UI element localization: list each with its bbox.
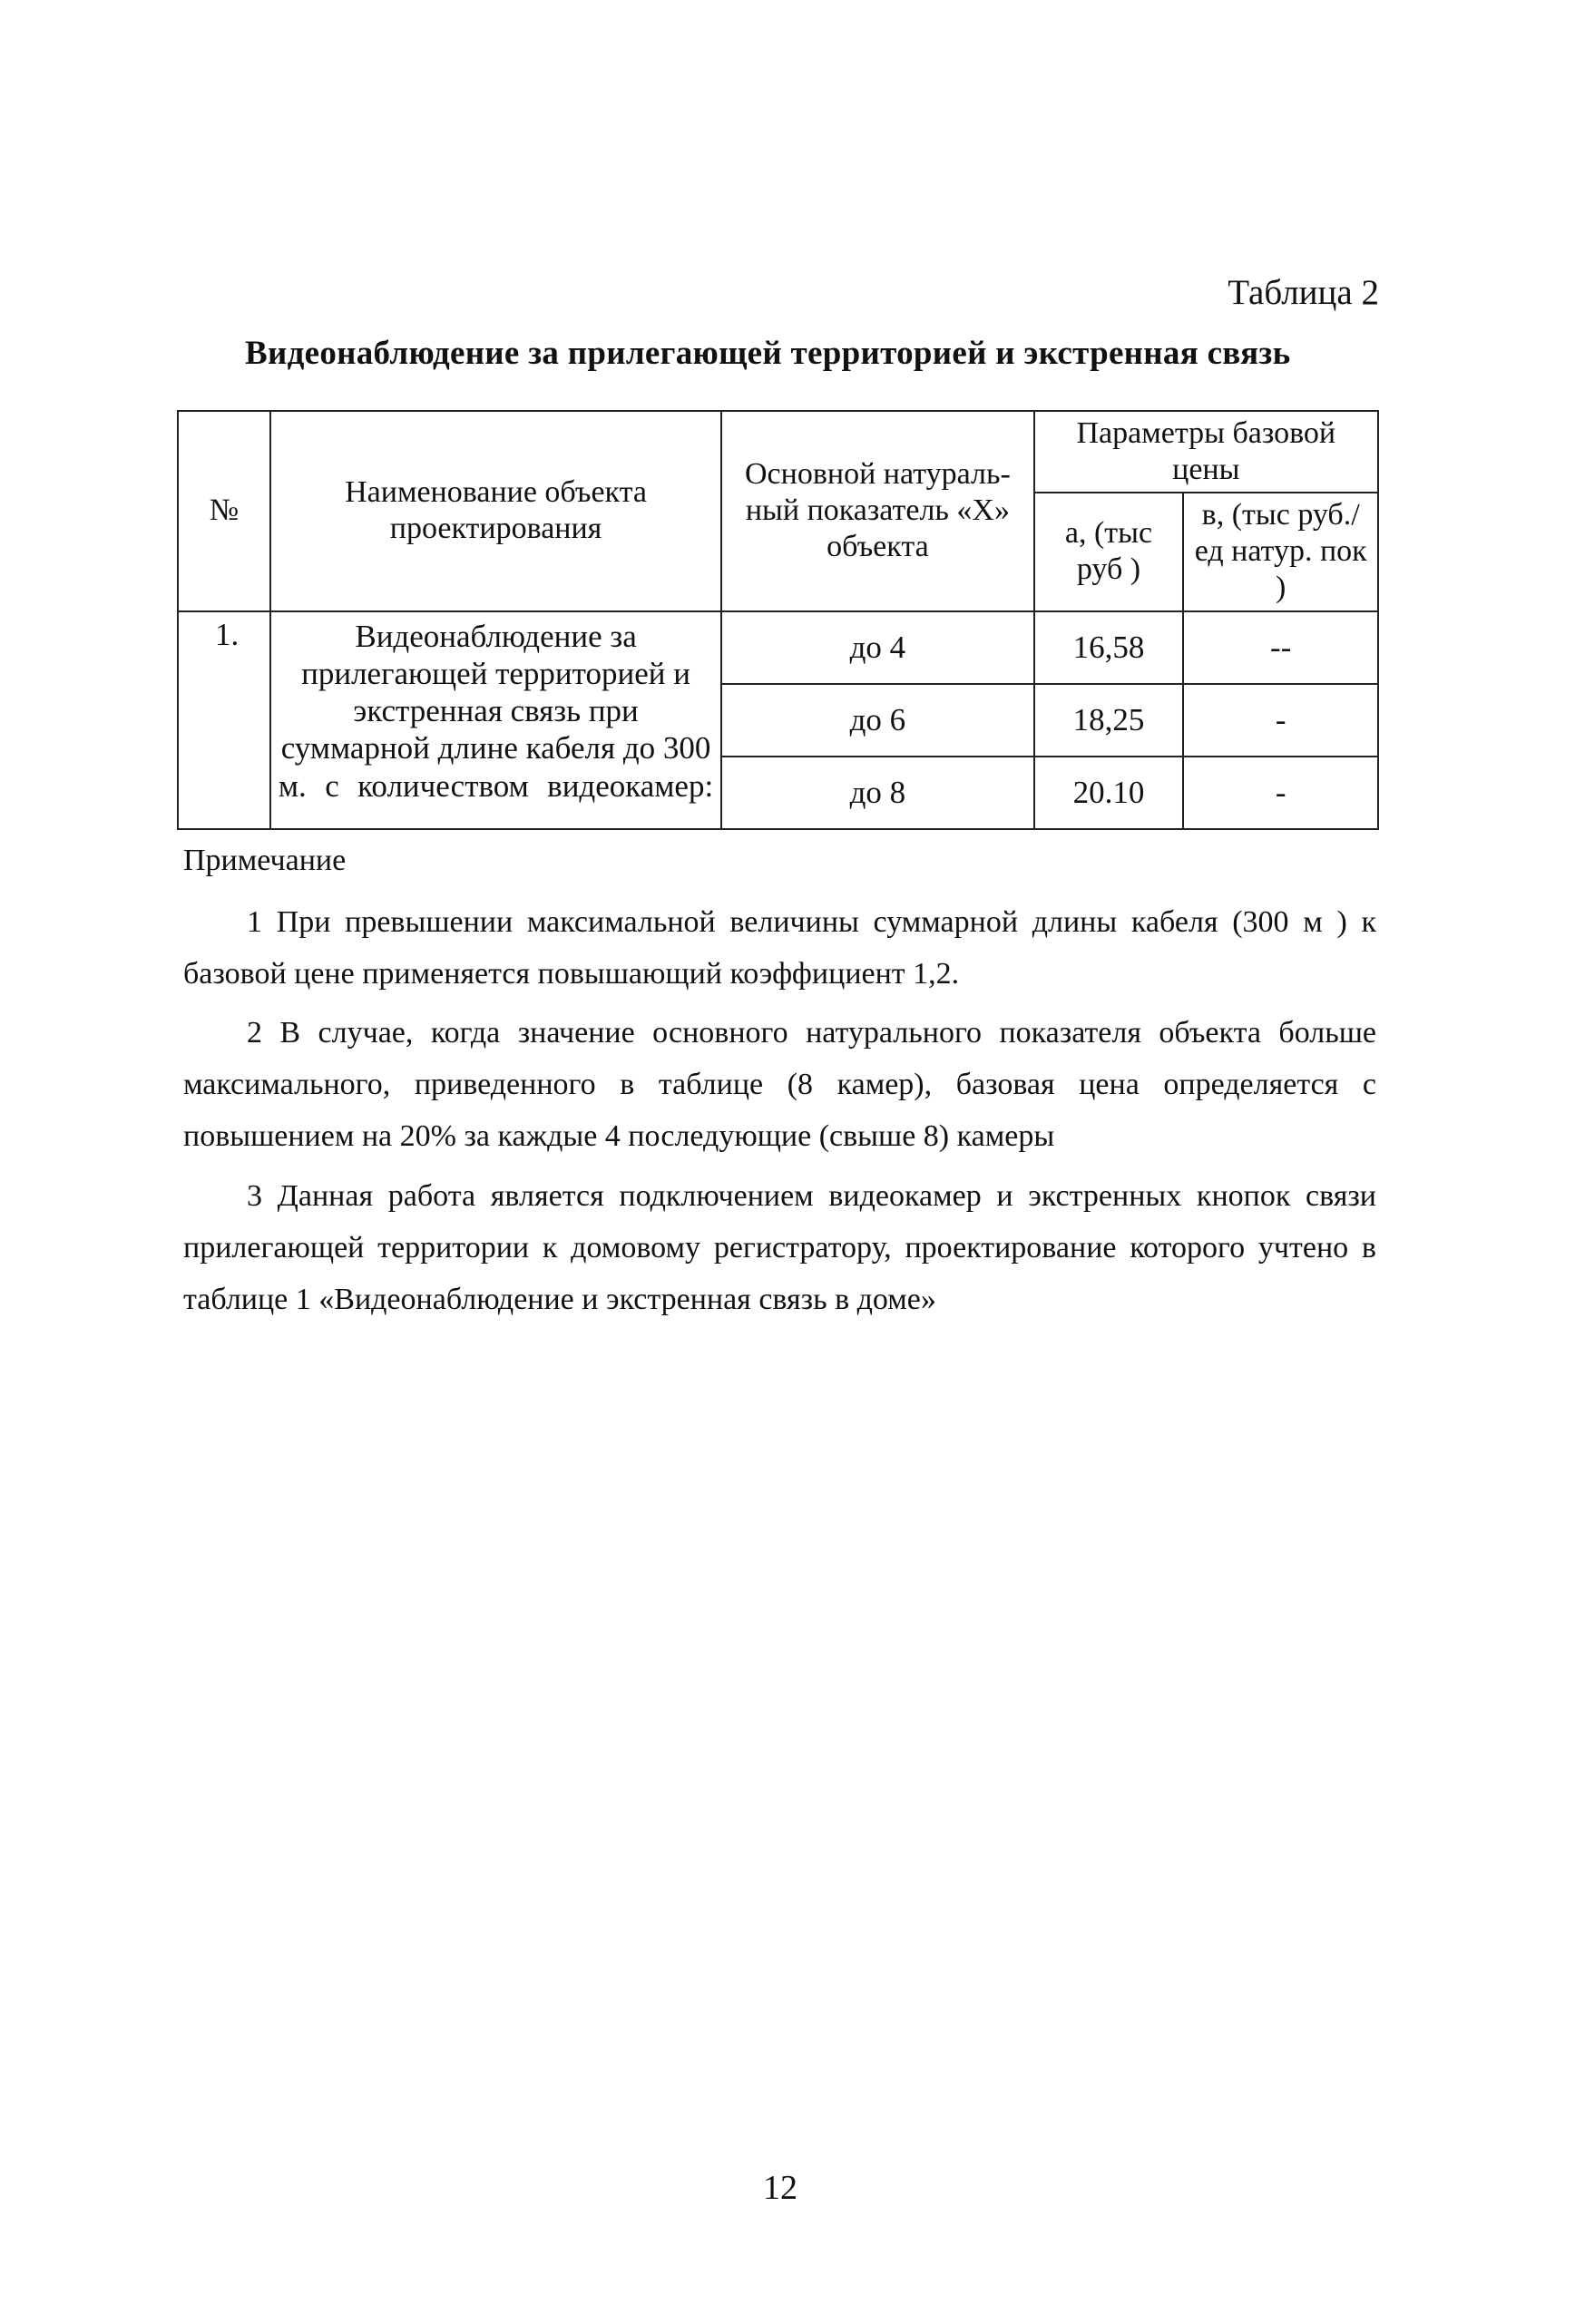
header-indicator: Основной натураль-ный показатель «X» объекта (721, 411, 1033, 611)
page-number: 12 (763, 2169, 797, 2207)
row-param-b: -- (1183, 611, 1378, 684)
note-item: 2 В случае, когда значение основного натурального показателя объекта больше максимального, приведенного в таблице (8 камер), базовая цена определяется с повышением на 20% за каждые 4 последующие (свыше 8) камеры (183, 1016, 1376, 1153)
header-object-name: Наименование объекта проектирования (270, 411, 721, 611)
table-row (178, 611, 1378, 684)
price-table (177, 410, 1379, 830)
row-param-b: - (1183, 757, 1378, 829)
note-item: 3 Данная работа является подключением видеокамер и экстренных кнопок связи прилегающей территории к домовому регистратору, проектирование которого учтено в таблице 1 «Видеонаблюдение и экстренная связь в доме» (183, 1179, 1376, 1316)
table-label: Таблица 2 (1228, 273, 1379, 312)
row-param-a: 16,58 (1034, 611, 1184, 684)
header-number: № (178, 411, 270, 611)
row-param-a: 18,25 (1034, 684, 1184, 757)
row-param-a: 20.10 (1034, 757, 1184, 829)
row-indicator: до 6 (721, 684, 1033, 757)
header-param-a: а, (тыс руб ) (1034, 493, 1184, 610)
header-price-params: Параметры базовой цены (1034, 411, 1378, 493)
row-indicator: до 8 (721, 757, 1033, 829)
row-indicator: до 4 (721, 611, 1033, 684)
header-param-b: в, (тыс руб./ед натур. пок ) (1183, 493, 1378, 610)
item-name: Видеонаблюдение за прилегающей территорией и экстренная связь при суммарной длине кабеля до 300 м. с количеством видеокамер: (270, 611, 721, 829)
row-param-b: - (1183, 684, 1378, 757)
document-title: Видеонаблюдение за прилегающей территорией и экстренная связь (245, 335, 1291, 372)
item-number: 1. (178, 611, 270, 829)
notes-heading: Примечание (183, 844, 347, 877)
table-header-row (178, 411, 1378, 493)
note-item: 1 При превышении максимальной величины суммарной длины кабеля (300 м ) к базовой цене применяется повышающий коэффициент 1,2. (183, 905, 1376, 991)
